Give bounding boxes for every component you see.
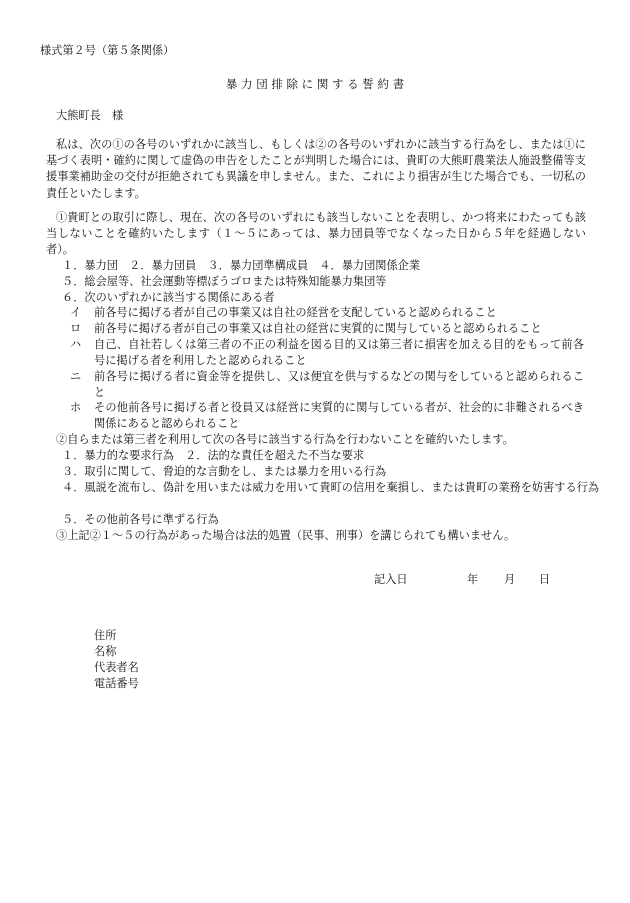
subitem-mark: ロ — [70, 322, 82, 335]
subitem-mark: ニ — [70, 370, 82, 383]
subitem-text: その他前各号に掲げる者と役員又は経営に実質的に関与している者が、社会的に非難されるべき関係にあると認められること — [94, 401, 584, 430]
addressee: 大熊町長 様 — [56, 109, 124, 122]
entry-date-month: 月 — [504, 573, 516, 586]
field-representative-label: 代表者名 — [94, 661, 139, 674]
entry-date-day: 日 — [539, 573, 551, 586]
section1-lead: ①貴町との取引に際し、現在、次の各号のいずれにも該当しないことを表明し、かつ将来にわたっても該当しないことを確約いたします（１～５にあっては、暴力団員等でなくなった日から５年を経過しない者）。 — [46, 211, 586, 257]
section1-item-6: ６．次のいずれかに該当する関係にある者 — [62, 291, 275, 304]
section2-items-1-2: １．暴力的な要求行為 ２．法的な責任を超えた不当な要求 — [62, 449, 365, 462]
section2-item-3: ３．取引に関して、脅迫的な言動をし、または暴力を用いる行為 — [62, 465, 387, 478]
entry-date-year: 年 — [467, 573, 479, 586]
entry-date-label: 記入日 — [374, 573, 408, 586]
subitem-mark: ハ — [70, 338, 82, 351]
section3-statement: ③上記②１～５の行為があった場合は法的処置（民事、刑事）を講じられても構いません。 — [56, 529, 516, 542]
subitem-mark: イ — [70, 306, 82, 319]
section2-item-5: ５．その他前各号に準ずる行為 — [62, 513, 219, 526]
subitem-text: 前各号に掲げる者に資金等を提供し、又は便宜を供与するなどの関与をしていると認められること — [94, 370, 584, 399]
subitem-text: 前各号に掲げる者が自己の事業又は自社の経営に実質的に関与していると認められること — [94, 322, 542, 335]
subitem-text: 前各号に掲げる者が自己の事業又は自社の経営を支配していると認められること — [94, 306, 497, 319]
document-title: 暴 力 団 排 除 に 関 す る 誓 約 書 — [225, 77, 405, 91]
section2-lead: ②自らまたは第三者を利用して次の各号に該当する行為を行わないことを確約いたします。 — [56, 433, 514, 446]
field-address-label: 住所 — [94, 629, 117, 642]
field-phone-label: 電話番号 — [94, 677, 139, 690]
subitem-mark: ホ — [70, 401, 82, 414]
form-number: 様式第２号（第５条関係） — [40, 44, 175, 57]
subitem-text: 自己、自社若しくは第三者の不正の利益を図る目的又は第三者に損害を加える目的をもって前各号に掲げる者を利用したと認められること — [94, 338, 584, 367]
intro-paragraph: 私は、次の①の各号のいずれかに該当し、もしくは②の各号のいずれかに該当する行為をし、または①に基づく表明・確約に関して虚偽の申告をしたことが判明した場合には、貴町の大熊町農業法人施設整備等支援事業補助金の交付が拒絶されても異議を申しません。また、これにより損害が生じた場合でも、一切私の責任といたします。 — [46, 138, 586, 200]
section1-items-1-4: １．暴力団 ２．暴力団員 ３．暴力団準構成員 ４．暴力団関係企業 — [62, 259, 421, 272]
section1-item-5: ５．総会屋等、社会運動等標ぼうゴロまたは特殊知能暴力集団等 — [62, 275, 387, 288]
section2-item-4: ４．風説を流布し、偽計を用いまたは威力を用いて貴町の信用を棄損し、または貴町の業務を妨害する行為 — [62, 481, 600, 494]
field-name-label: 名称 — [94, 645, 117, 658]
